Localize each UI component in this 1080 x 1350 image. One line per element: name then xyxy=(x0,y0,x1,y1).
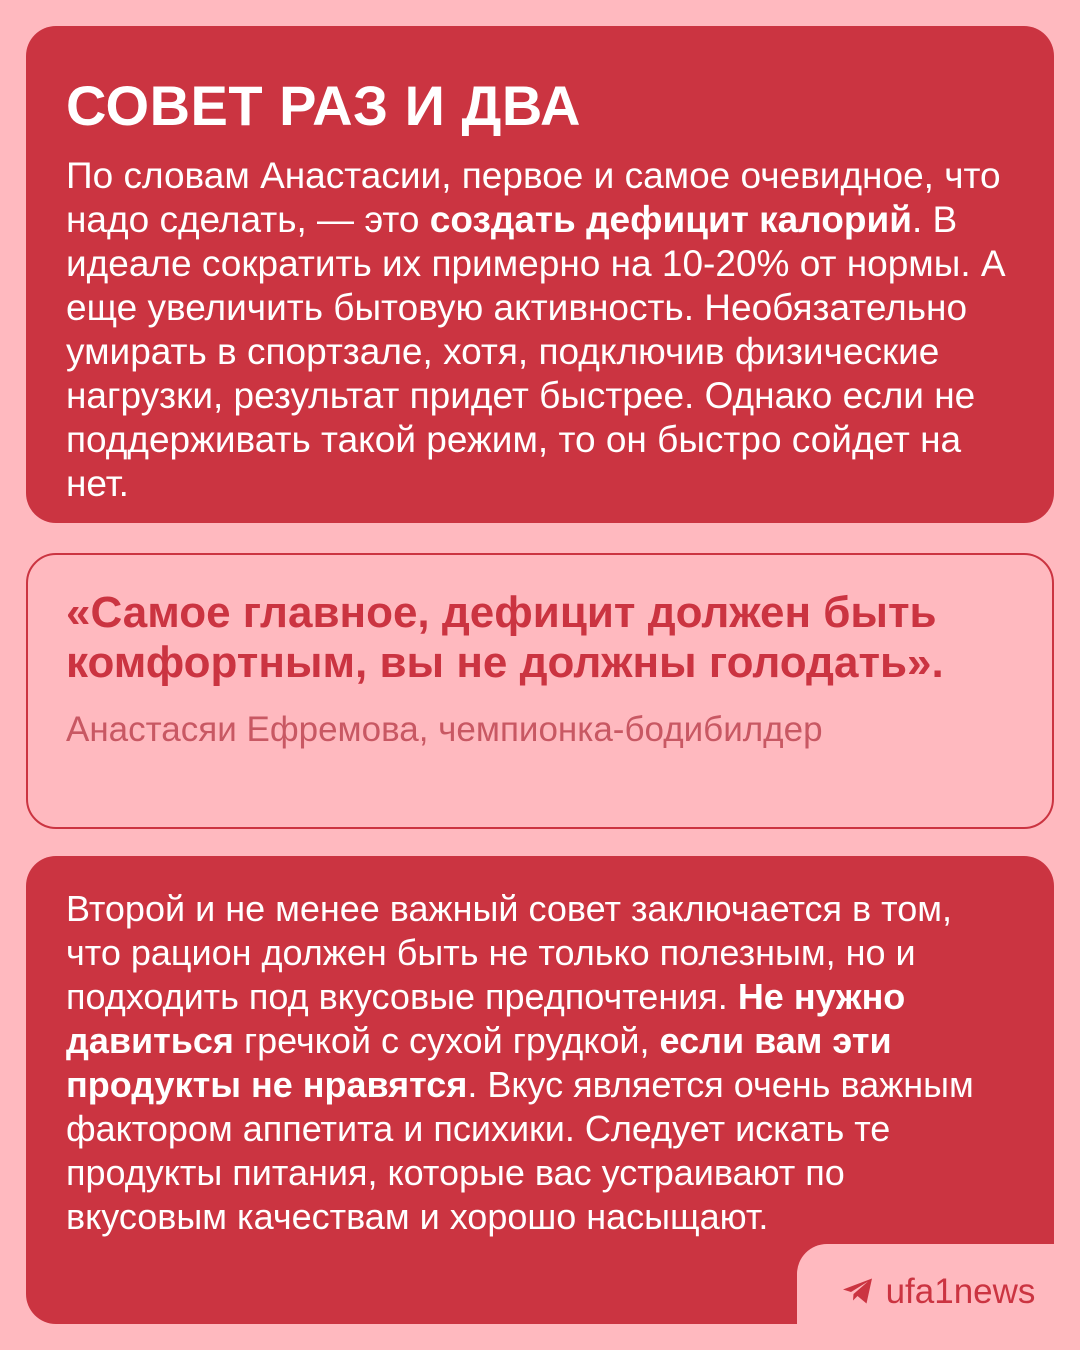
advice-paragraph-two xyxy=(66,887,1014,1239)
advice-card-one xyxy=(26,26,1054,523)
section-title: СОВЕТ РАЗ И ДВА xyxy=(66,74,581,137)
text-span: гречкой с сухой грудкой, xyxy=(233,1020,660,1061)
bold-text-span: если вам эти продукты не нравятся xyxy=(66,1020,892,1105)
text-span: . В идеале сократить их примерно на 10-20% от нормы. А еще увеличить бытовую активность. Необязательно умирать в спортзале, хотя, подключив физические нагрузки, результат придет быстрее. Однако если не поддерживать такой режим, то он быстро сойдет на нет. xyxy=(66,199,1006,504)
bold-text-span: Не нужно давиться xyxy=(66,976,906,1061)
bold-text-span: создать дефицит калорий xyxy=(429,199,912,240)
brand-name: ufa1news xyxy=(885,1271,1036,1311)
quote-attribution: Анастасяи Ефремова, чемпионка-бодибилдер xyxy=(66,710,823,749)
quote-text: «Самое главное, дефицит должен быть комфортным, вы не должны голодать». xyxy=(66,588,944,687)
quote-card xyxy=(26,553,1054,829)
brand-tag[interactable] xyxy=(797,1244,1080,1350)
telegram-icon xyxy=(842,1277,874,1305)
advice-paragraph-one xyxy=(66,154,1014,506)
text-span: . Вкус является очень важным фактором аппетита и психики. Следует искать те продукты питания, которые вас устраивают по вкусовым качествам и хорошо насыщают. xyxy=(66,1064,974,1237)
text-span: Второй и не менее важный совет заключается в том, что рацион должен быть не только полезным, но и подходить под вкусовые предпочтения. xyxy=(66,888,953,1017)
text-span: По словам Анастасии, первое и самое очевидное, что надо сделать, — это xyxy=(66,155,1001,240)
